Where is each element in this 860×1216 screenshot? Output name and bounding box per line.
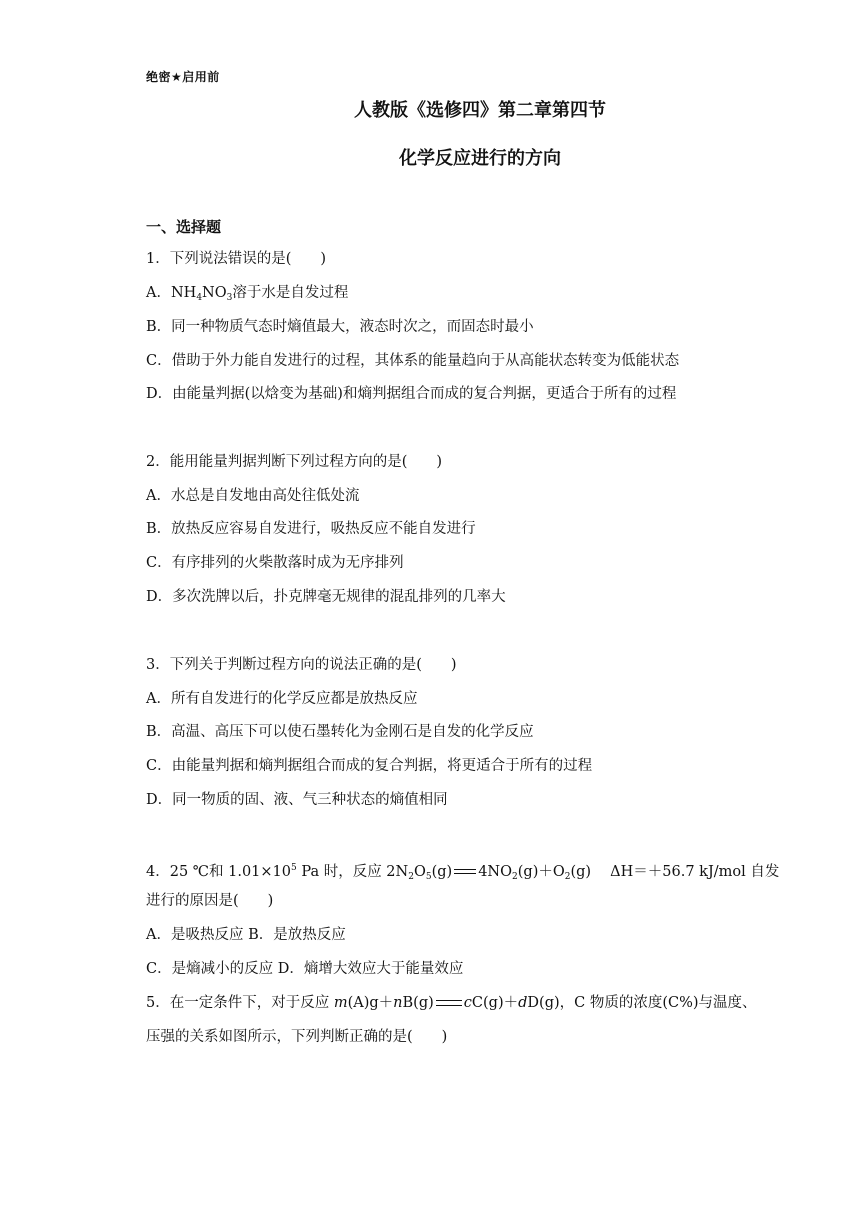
q2-option-d: D．多次洗牌以后，扑克牌毫无规律的混乱排列的几率大 [146, 589, 506, 605]
q3-option-c: C．由能量判据和熵判据组合而成的复合判据，将更适合于所有的过程 [146, 758, 593, 774]
q2-option-b: B．放热反应容易自发进行，吸热反应不能自发进行 [146, 521, 476, 537]
q3-option-b: B．高温、高压下可以使石墨转化为金刚石是自发的化学反应 [146, 724, 534, 740]
document-title: 人教版《选修四》第二章第四节 [354, 100, 606, 121]
q2-option-a: A．水总是自发地由高处往低处流 [146, 488, 360, 504]
q5-stem-line2: 压强的关系如图所示，下列判断正确的是( ) [146, 1029, 448, 1045]
q5-stem: 5．在一定条件下，对于反应 m(A)g＋nB(g) cC(g)＋dD(g)，C 物质的浓度(C%)与温度、 [146, 995, 757, 1011]
document-subtitle: 化学反应进行的方向 [399, 148, 561, 169]
section-heading: 一、选择题 [146, 218, 222, 236]
q4-stem: 4．25 ℃和 $1.01\times 10^5$ Pa 时，反应 $2N_2O_5(g)$ $4NO_2(g)+O_2(g)$ ΔH＝＋56.7 kJ/mol 自发 [146, 863, 780, 882]
q3-stem: 3．下列关于判断过程方向的说法正确的是( ) [146, 657, 457, 673]
equals-sign-icon [452, 866, 478, 876]
equilibrium-arrow-icon [434, 997, 464, 1009]
q3-option-d: D．同一物质的固、液、气三种状态的熵值相同 [146, 792, 448, 808]
q1-option-c: C．借助于外力能自发进行的过程，其体系的能量趋向于从高能状态转变为低能状态 [146, 353, 680, 369]
q3-option-a: A．所有自发进行的化学反应都是放热反应 [146, 691, 418, 707]
q4-stem-line2: 进行的原因是( ) [146, 893, 274, 909]
q1-stem: 1．下列说法错误的是( ) [146, 251, 327, 267]
q1-option-d: D．由能量判据(以焓变为基础)和熵判据组合而成的复合判据，更适合于所有的过程 [146, 386, 677, 402]
secret-label: 绝密★启用前 [146, 70, 220, 84]
q1-option-a: A．$NH_4NO_3$溶于水是自发过程 [146, 285, 349, 303]
q2-option-c: C．有序排列的火柴散落时成为无序排列 [146, 555, 404, 571]
q2-stem: 2．能用能量判据判断下列过程方向的是( ) [146, 454, 443, 470]
q1-option-b: B．同一种物质气态时熵值最大，液态时次之，而固态时最小 [146, 319, 534, 335]
q4-options-ab: A．是吸热反应 B．是放热反应 [146, 927, 346, 943]
q4-options-cd: C．是熵减小的反应 D．熵增大效应大于能量效应 [146, 961, 464, 977]
